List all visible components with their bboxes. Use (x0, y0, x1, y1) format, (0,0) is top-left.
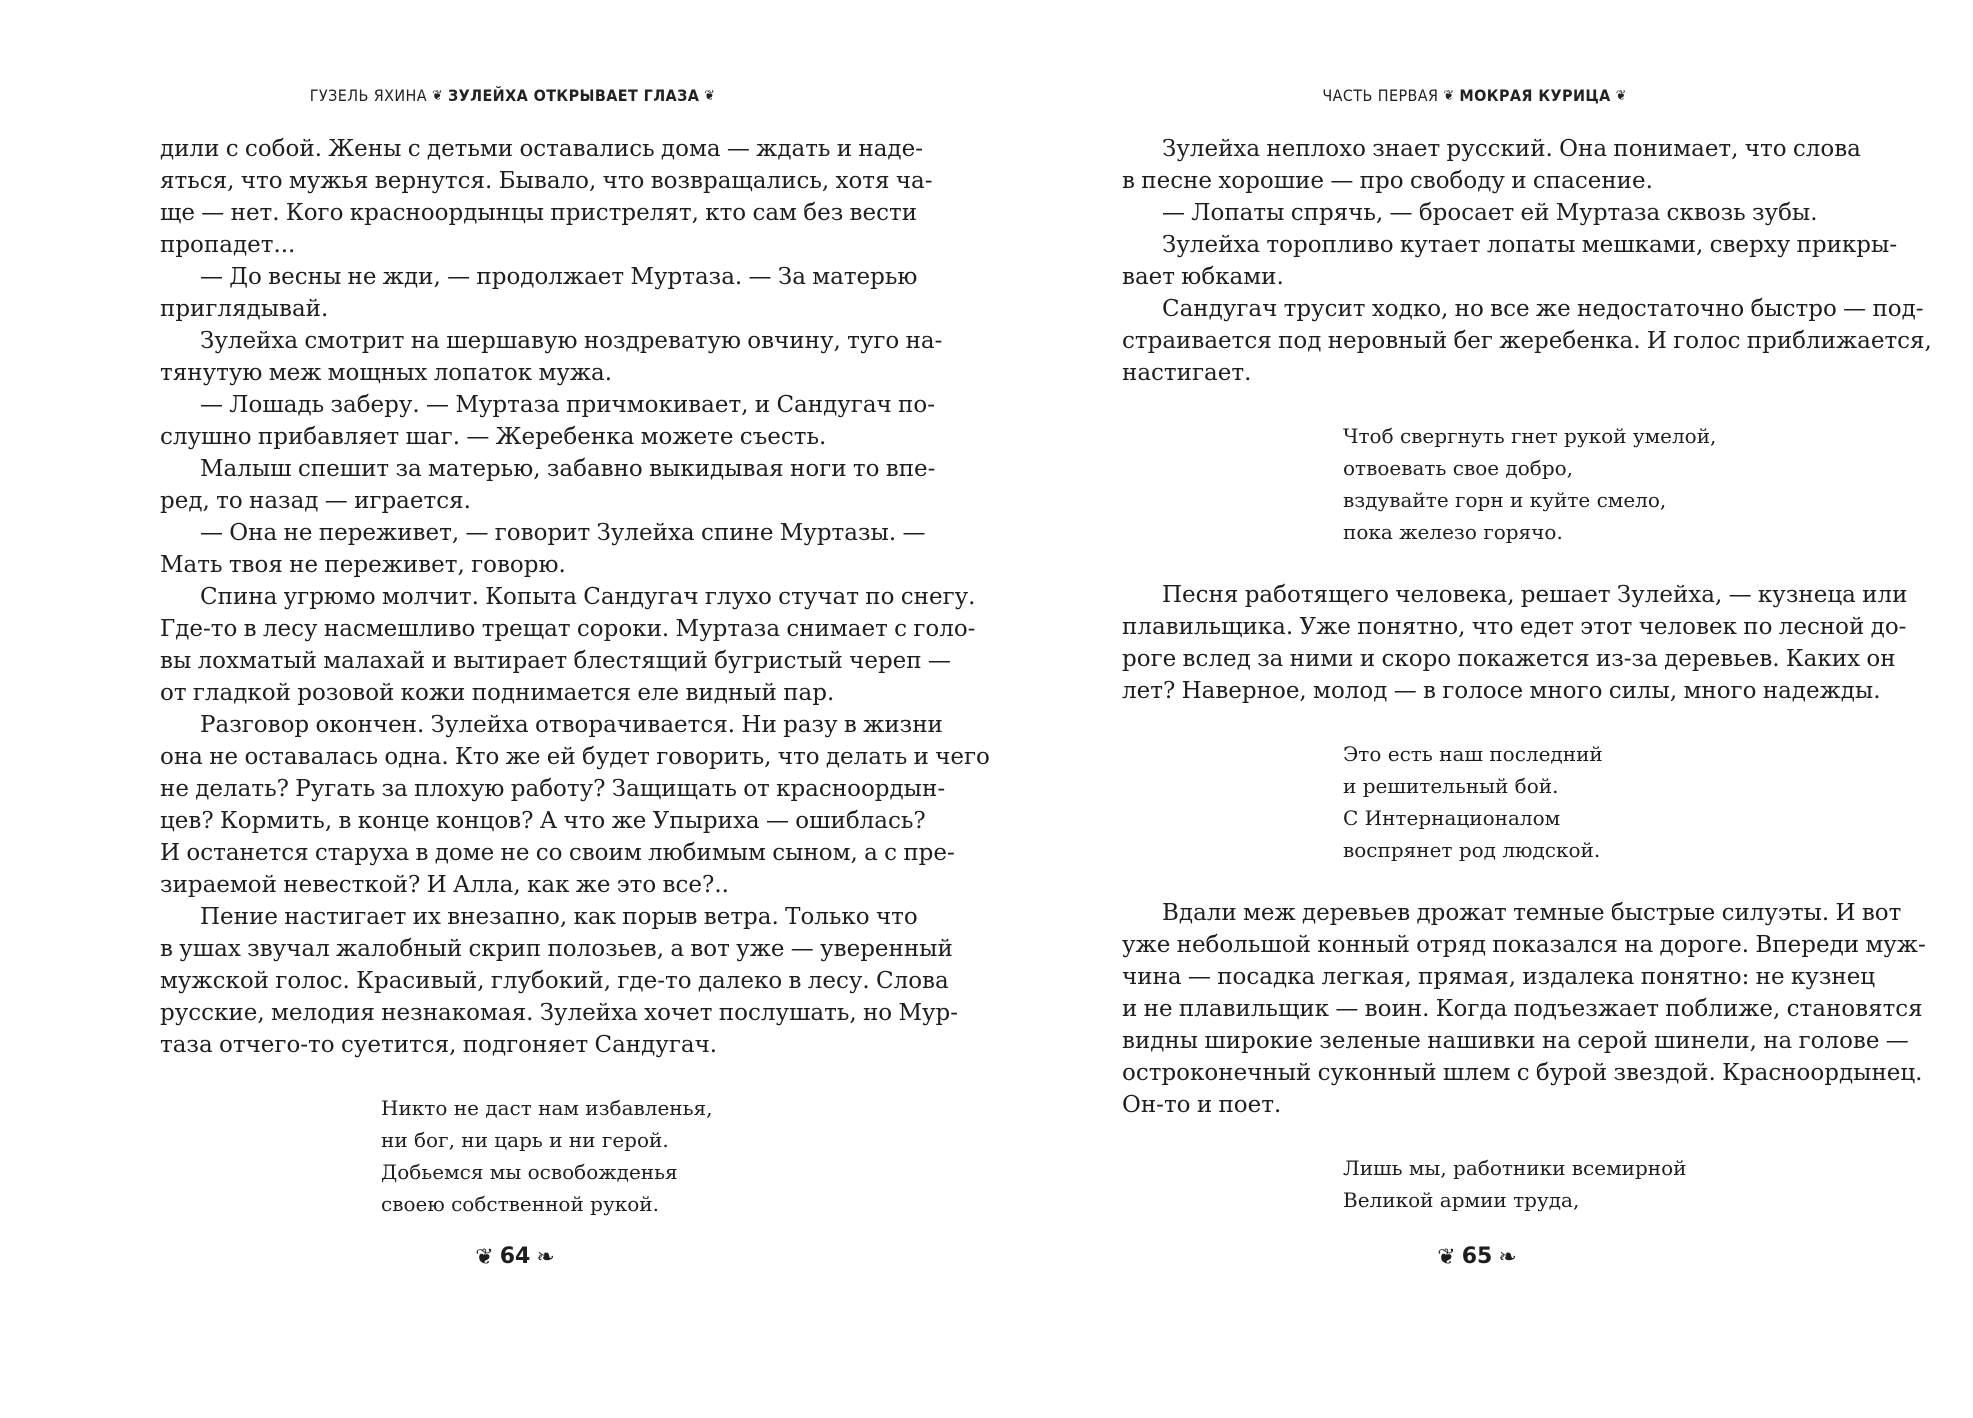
text-line: Зулейха торопливо кутает лопаты мешками, сверху прикры- (1162, 232, 1898, 258)
text-line: И останется старуха в доме не со своим любимым сыном, а с пре- (160, 840, 955, 866)
text-line: Сандугач трусит ходко, но все же недостаточно быстро — под- (1162, 296, 1924, 322)
text-line: тянутую меж мощных лопаток мужа. (160, 360, 613, 386)
text-line: пропадет... (160, 232, 296, 258)
ornament-icon: ❦ (704, 88, 716, 104)
page-number: 64 (499, 1244, 531, 1269)
verse-line: отвоевать свое добро, (1343, 456, 1574, 480)
header-chapter-title: МОКРАЯ КУРИЦА (1459, 86, 1611, 105)
text-line: уже небольшой конный отряд показался на дороге. Впереди муж- (1122, 932, 1926, 958)
text-line: плавильщика. Уже понятно, что едет этот человек по лесной до- (1122, 614, 1907, 640)
text-line: Он-то и поет. (1122, 1092, 1282, 1118)
text-line: от гладкой розовой кожи поднимается еле видный пар. (160, 680, 835, 706)
verse-line: Чтоб свергнуть гнет рукой умелой, (1343, 424, 1717, 448)
text-line: Разговор окончен. Зулейха отворачивается. Ни разу в жизни (200, 712, 943, 738)
ornament-left-icon: ❦ (1437, 1245, 1456, 1270)
text-line: не делать? Ругать за плохую работу? Защищать от красноордын- (160, 776, 946, 802)
text-line: Где-то в лесу насмешливо трещат сороки. Муртаза снимает с голо- (160, 616, 976, 642)
text-line: таза отчего-то суетится, подгоняет Сандугач. (160, 1032, 718, 1058)
text-line: настигает. (1122, 360, 1252, 386)
verse-line: С Интернационалом (1343, 806, 1561, 830)
text-line: мужской голос. Красивый, глубокий, где-то далеко в лесу. Слова (160, 968, 949, 994)
song-verse (1122, 420, 1832, 548)
verse-line: ни бог, ни царь и ни герой. (381, 1128, 669, 1152)
text-line: яться, что мужья вернутся. Бывало, что возвращались, хотя ча- (160, 168, 933, 194)
ornament-icon: ❦ (1443, 88, 1455, 104)
text-line: остроконечный суконный шлем с бурой звездой. Красноордынец. (1122, 1060, 1923, 1086)
text-line: лет? Наверное, молод — в голосе много силы, много надежды. (1122, 678, 1881, 704)
text-line: ред, то назад — играется. (160, 488, 471, 514)
verse-line: Никто не даст нам избавленья, (381, 1096, 713, 1120)
header-book-title: ЗУЛЕЙХА ОТКРЫВАЕТ ГЛАЗА (447, 86, 700, 105)
text-line: видны широкие зеленые нашивки на серой шинели, на голове — (1122, 1028, 1909, 1054)
ornament-left-icon: ❦ (475, 1245, 494, 1270)
text-line: Малыш спешит за матерью, забавно выкидывая ноги то впе- (200, 456, 936, 482)
text-line: Зулейха неплохо знает русский. Она понимает, что слова (1162, 136, 1861, 162)
text-line: дили с собой. Жены с детьми оставались дома — ждать и наде- (160, 136, 923, 162)
text-line: роге вслед за ними и скоро покажется из-за деревьев. Каких он (1122, 646, 1896, 672)
ornament-icon: ❦ (1615, 88, 1627, 104)
page-number-left (160, 1244, 870, 1270)
page-number: 65 (1461, 1244, 1493, 1269)
header-part: ЧАСТЬ ПЕРВАЯ (1322, 86, 1439, 105)
text-line: цев? Кормить, в конце концов? А что же Упыриха — ошиблась? (160, 808, 926, 834)
song-verse (1122, 1152, 1832, 1216)
verse-line: пока железо горячо. (1343, 520, 1563, 544)
text-line: Песня работящего человека, решает Зулейха, — кузнеца или (1162, 582, 1908, 608)
text-line: ще — нет. Кого красноордынцы пристрелят, кто сам без вести (160, 200, 918, 226)
text-line: приглядывай. (160, 296, 329, 322)
text-line: Зулейха смотрит на шершавую ноздреватую овчину, туго на- (200, 328, 943, 354)
text-line: и не плавильщик — воин. Когда подъезжает поближе, становятся (1122, 996, 1923, 1022)
verse-line: Лишь мы, работники всемирной (1343, 1156, 1687, 1180)
right-running-header (1122, 86, 1832, 105)
verse-line: воспрянет род людской. (1343, 838, 1601, 862)
text-line: Вдали меж деревьев дрожат темные быстрые силуэты. И вот (1162, 900, 1902, 926)
left-running-header (160, 86, 870, 105)
verse-line: и решительный бой. (1343, 774, 1559, 798)
song-verse (1122, 738, 1832, 866)
text-line: в песне хорошие — про свободу и спасение. (1122, 168, 1653, 194)
text-line: Спина угрюмо молчит. Копыта Сандугач глухо стучат по снегу. (200, 584, 976, 610)
ornament-right-icon: ❧ (1498, 1245, 1517, 1270)
right-page-text (1122, 133, 1932, 1216)
header-author: ГУЗЕЛЬ ЯХИНА (309, 86, 427, 105)
text-line: вает юбками. (1122, 264, 1284, 290)
text-line: Мать твоя не переживет, говорю. (160, 552, 566, 578)
verse-line: Великой армии труда, (1343, 1188, 1580, 1212)
text-line: страивается под неровный бег жеребенка. И голос приближается, (1122, 328, 1932, 354)
verse-line: своею собственной рукой. (381, 1192, 659, 1216)
song-verse (160, 1092, 870, 1220)
page-number-right (1122, 1244, 1832, 1270)
text-line: она не оставалась одна. Кто же ей будет говорить, что делать и чего (160, 744, 990, 770)
text-line: слушно прибавляет шаг. — Жеребенка можете съесть. (160, 424, 827, 450)
text-line: вы лохматый малахай и вытирает блестящий бугристый череп — (160, 648, 951, 674)
verse-line: вздувайте горн и куйте смело, (1343, 488, 1667, 512)
text-line: зираемой невесткой? И Алла, как же это все?.. (160, 872, 729, 898)
left-page-text (160, 133, 990, 1220)
text-line: — До весны не жди, — продолжает Муртаза. — За матерью (200, 264, 918, 290)
verse-line: Добьемся мы освобожденья (381, 1160, 678, 1184)
text-line: Пение настигает их внезапно, как порыв ветра. Только что (200, 904, 918, 930)
text-line: русские, мелодия незнакомая. Зулейха хочет послушать, но Мур- (160, 1000, 959, 1026)
text-line: в ушах звучал жалобный скрип полозьев, а вот уже — уверенный (160, 936, 953, 962)
text-line: — Она не переживет, — говорит Зулейха спине Муртазы. — (200, 520, 926, 546)
text-line: чина — посадка легкая, прямая, издалека понятно: не кузнец (1122, 964, 1876, 990)
text-line: — Лошадь заберу. — Муртаза причмокивает, и Сандугач по- (200, 392, 936, 418)
ornament-icon: ❦ (432, 88, 443, 104)
ornament-right-icon: ❧ (536, 1245, 555, 1270)
verse-line: Это есть наш последний (1343, 742, 1603, 766)
text-line: — Лопаты спрячь, — бросает ей Муртаза сквозь зубы. (1162, 200, 1818, 226)
